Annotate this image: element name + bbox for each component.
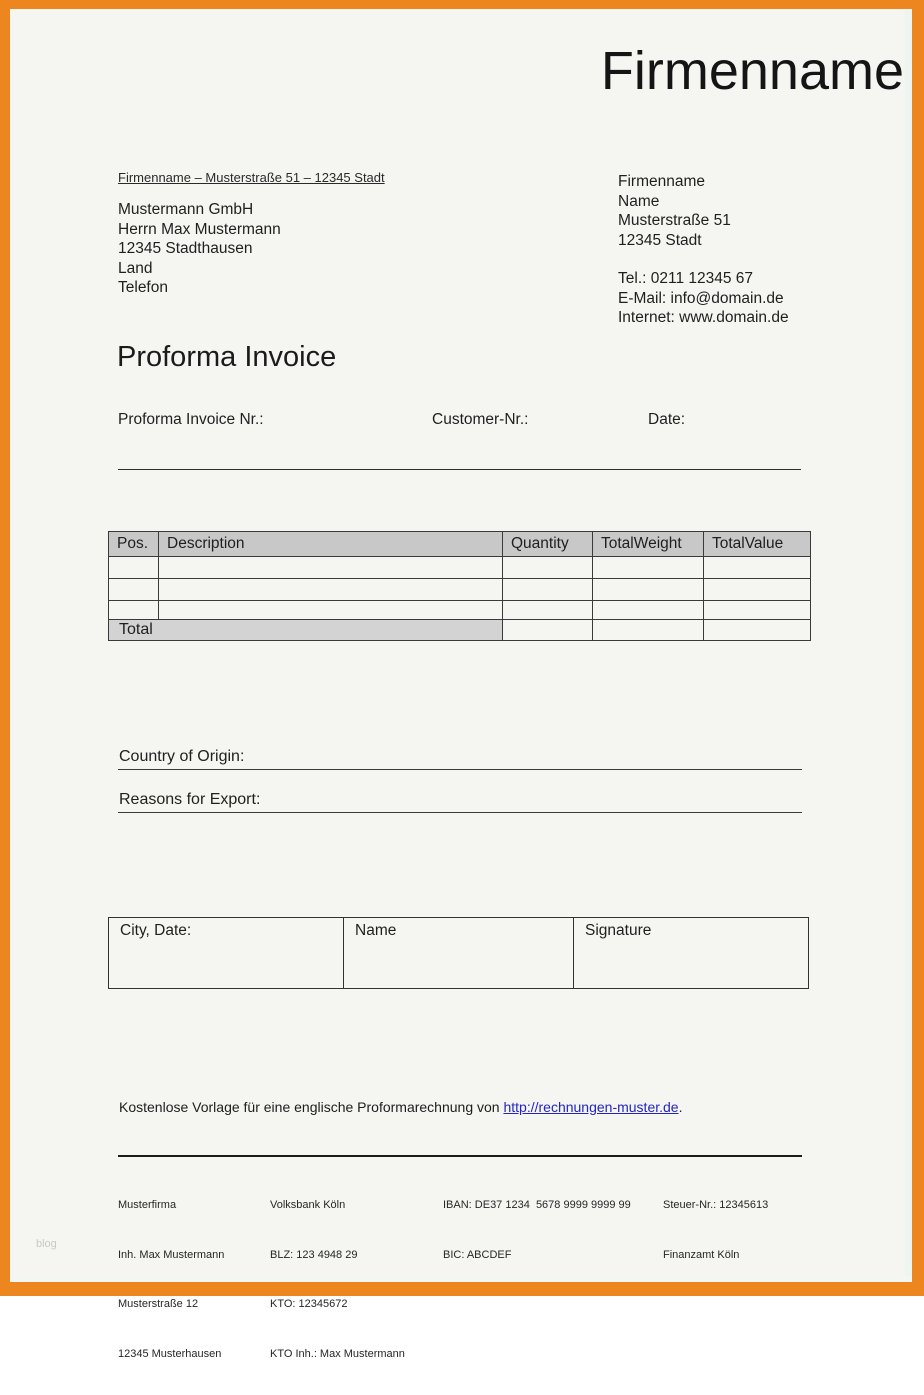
rechnungen-muster-link[interactable]: http://rechnungen-muster.de	[503, 1099, 679, 1115]
city-date-cell: City, Date:	[109, 918, 344, 989]
recipient-line: 12345 Stadthausen	[118, 240, 253, 257]
frame-inner-edge-bottom	[10, 1276, 912, 1282]
col-header-description: Description	[159, 532, 503, 557]
col-header-totalvalue: TotalValue	[704, 532, 811, 557]
footer-line: KTO: 12345672	[270, 1298, 348, 1310]
footer-line: Volksbank Köln	[270, 1199, 346, 1211]
total-label-cell: Total	[109, 620, 503, 641]
cell-quantity	[503, 557, 593, 579]
items-table-total-row	[109, 620, 811, 641]
cell-description	[159, 579, 503, 601]
country-of-origin-label: Country of Origin:	[119, 748, 245, 765]
company-info-line: Musterstraße 51	[618, 212, 731, 229]
footer-line: Finanzamt Köln	[663, 1248, 740, 1261]
total-value-cell	[704, 620, 811, 641]
cell-totalvalue	[704, 579, 811, 601]
cell-totalweight	[593, 557, 704, 579]
footer-line: Musterstraße 12	[118, 1298, 199, 1310]
items-table-empty-row	[109, 557, 811, 579]
recipient-line: Herrn Max Mustermann	[118, 220, 281, 238]
reasons-for-export-label: Reasons for Export:	[119, 791, 261, 808]
company-info-line: Firmenname	[618, 173, 705, 190]
meta-divider-line	[118, 469, 801, 470]
footer-line: KTO Inh.: Max Mustermann	[270, 1347, 405, 1360]
cell-description	[159, 601, 503, 620]
items-table	[108, 531, 811, 641]
footer-line: IBAN: DE37 1234 5678 9999 9999 99	[443, 1199, 631, 1211]
signature-table-row	[109, 918, 809, 989]
total-quantity-cell	[503, 620, 593, 641]
cell-pos	[109, 557, 159, 579]
col-header-quantity: Quantity	[503, 532, 593, 557]
company-website: Internet: www.domain.de	[618, 309, 789, 326]
frame-inner-edge-right	[905, 9, 912, 1282]
company-phone: Tel.: 0211 12345 67	[618, 270, 754, 287]
signature-table	[108, 917, 809, 989]
reasons-for-export-line	[118, 812, 802, 813]
col-header-totalweight: TotalWeight	[593, 532, 704, 557]
recipient-line: Land	[118, 259, 153, 277]
footer-line: 12345 Musterhausen	[118, 1347, 222, 1360]
footer-note-suffix: .	[678, 1099, 683, 1115]
cell-totalvalue	[704, 557, 811, 579]
footer-note	[119, 1099, 682, 1115]
items-table-empty-row	[109, 601, 811, 620]
name-cell: Name	[344, 918, 574, 989]
sender-address-line: Firmenname – Musterstraße 51 – 12345 Stadt	[118, 170, 385, 185]
company-info-line: 12345 Stadt	[618, 231, 702, 249]
cell-pos	[109, 601, 159, 620]
total-weight-cell	[593, 620, 704, 641]
col-header-pos: Pos.	[109, 532, 159, 557]
footer-rule	[118, 1155, 802, 1157]
cell-quantity	[503, 601, 593, 620]
cell-description	[159, 557, 503, 579]
company-title: Firmenname	[600, 41, 904, 101]
cell-totalweight	[593, 579, 704, 601]
recipient-line: Telefon	[118, 279, 168, 296]
company-info-line: Name	[618, 192, 660, 210]
cell-quantity	[503, 579, 593, 601]
recipient-address-block	[118, 200, 281, 298]
signature-cell: Signature	[574, 918, 809, 989]
footer-line: BIC: ABCDEF	[443, 1248, 512, 1261]
customer-number-label: Customer-Nr.:	[432, 411, 529, 428]
footer-line: Inh. Max Mustermann	[118, 1248, 225, 1261]
footer-line: Steuer-Nr.: 12345613	[663, 1199, 769, 1211]
items-table-empty-row	[109, 579, 811, 601]
cell-totalweight	[593, 601, 704, 620]
company-contact-block	[618, 269, 789, 328]
cell-totalvalue	[704, 601, 811, 620]
footer-note-text: Kostenlose Vorlage für eine englische Proformarechnung von	[119, 1099, 504, 1115]
date-label: Date:	[648, 411, 686, 428]
footer-line: Musterfirma	[118, 1199, 177, 1211]
blog-watermark: blog	[36, 1238, 57, 1250]
invoice-number-label: Proforma Invoice Nr.:	[118, 411, 264, 428]
company-info-block	[618, 172, 789, 328]
recipient-line: Mustermann GmbH	[118, 201, 254, 218]
cell-pos	[109, 579, 159, 601]
footer-line: BLZ: 123 4948 29	[270, 1248, 358, 1261]
items-table-header-row	[109, 532, 811, 557]
company-email: E-Mail: info@domain.de	[618, 289, 784, 307]
document-heading: Proforma Invoice	[117, 341, 337, 373]
country-of-origin-line	[118, 769, 802, 770]
